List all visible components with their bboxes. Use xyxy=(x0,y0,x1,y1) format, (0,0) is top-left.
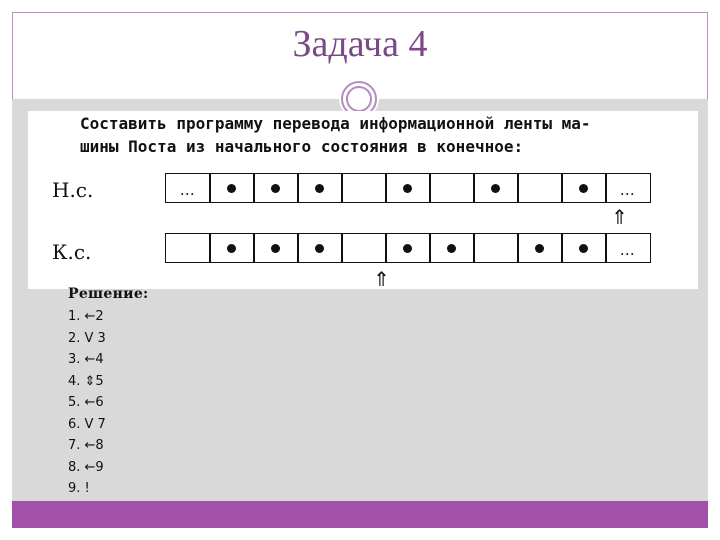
tape-ellipsis: … xyxy=(619,241,636,259)
tape-cell xyxy=(429,233,475,263)
tape-ellipsis: … xyxy=(179,181,196,199)
task-line-1: Составить программу перевода информационной ленты ма- xyxy=(80,114,591,133)
initial-head-marker: ⇑ xyxy=(611,205,628,229)
mark-dot xyxy=(403,244,412,253)
tape-cell xyxy=(473,233,519,263)
mark-dot xyxy=(579,244,588,253)
final-state-label: К.с. xyxy=(52,240,92,264)
mark-dot xyxy=(271,244,280,253)
tape-cell xyxy=(253,233,299,263)
final-tape xyxy=(165,233,651,263)
tape-ellipsis: … xyxy=(619,181,636,199)
tape-cell xyxy=(473,173,519,203)
slide-title: Задача 4 xyxy=(292,23,428,65)
mark-dot xyxy=(227,244,236,253)
initial-state-label: Н.с. xyxy=(52,178,94,202)
tape-cell xyxy=(605,173,651,203)
solution-step: 6. V 7 xyxy=(68,416,106,432)
tape-cell xyxy=(517,233,563,263)
solution-step: 3. ←4 xyxy=(68,352,104,367)
solution-steps xyxy=(68,306,149,500)
mark-dot xyxy=(579,184,588,193)
tape-cell xyxy=(561,173,607,203)
solution-step: 4. ⇕5 xyxy=(68,373,104,389)
tape-cell xyxy=(165,233,211,263)
mark-dot xyxy=(271,184,280,193)
mark-dot xyxy=(403,184,412,193)
solution-step: 9. ! xyxy=(68,481,90,496)
tape-cell xyxy=(209,173,255,203)
task-line-2: шины Поста из начального состояния в конечное: xyxy=(80,137,524,156)
mark-dot xyxy=(447,244,456,253)
tape-cell xyxy=(209,233,255,263)
task-text xyxy=(80,112,690,158)
mark-dot xyxy=(227,184,236,193)
tape-cell xyxy=(605,233,651,263)
tape-cell xyxy=(385,233,431,263)
solution-step: 8. ←9 xyxy=(68,459,104,475)
tape-cell xyxy=(297,233,343,263)
final-head-marker: ⇑ xyxy=(373,267,390,291)
solution xyxy=(68,286,149,500)
mark-dot xyxy=(491,184,500,193)
mark-dot xyxy=(315,244,324,253)
tape-cell xyxy=(253,173,299,203)
solution-step: 7. ←8 xyxy=(68,438,104,453)
tape-cell xyxy=(341,173,387,203)
solution-title: Решение: xyxy=(68,286,149,302)
tape-cell xyxy=(385,173,431,203)
tape-cell xyxy=(341,233,387,263)
initial-tape xyxy=(165,173,651,203)
solution-step: 2. V 3 xyxy=(68,330,106,346)
solution-step: 5. ←6 xyxy=(68,395,104,410)
tape-cell xyxy=(517,173,563,203)
tape-cell xyxy=(561,233,607,263)
mark-dot xyxy=(535,244,544,253)
bottom-bar xyxy=(12,501,708,528)
mark-dot xyxy=(315,184,324,193)
solution-step: 1. ←2 xyxy=(68,309,104,324)
tape-cell xyxy=(165,173,211,203)
tape-cell xyxy=(297,173,343,203)
tape-cell xyxy=(429,173,475,203)
